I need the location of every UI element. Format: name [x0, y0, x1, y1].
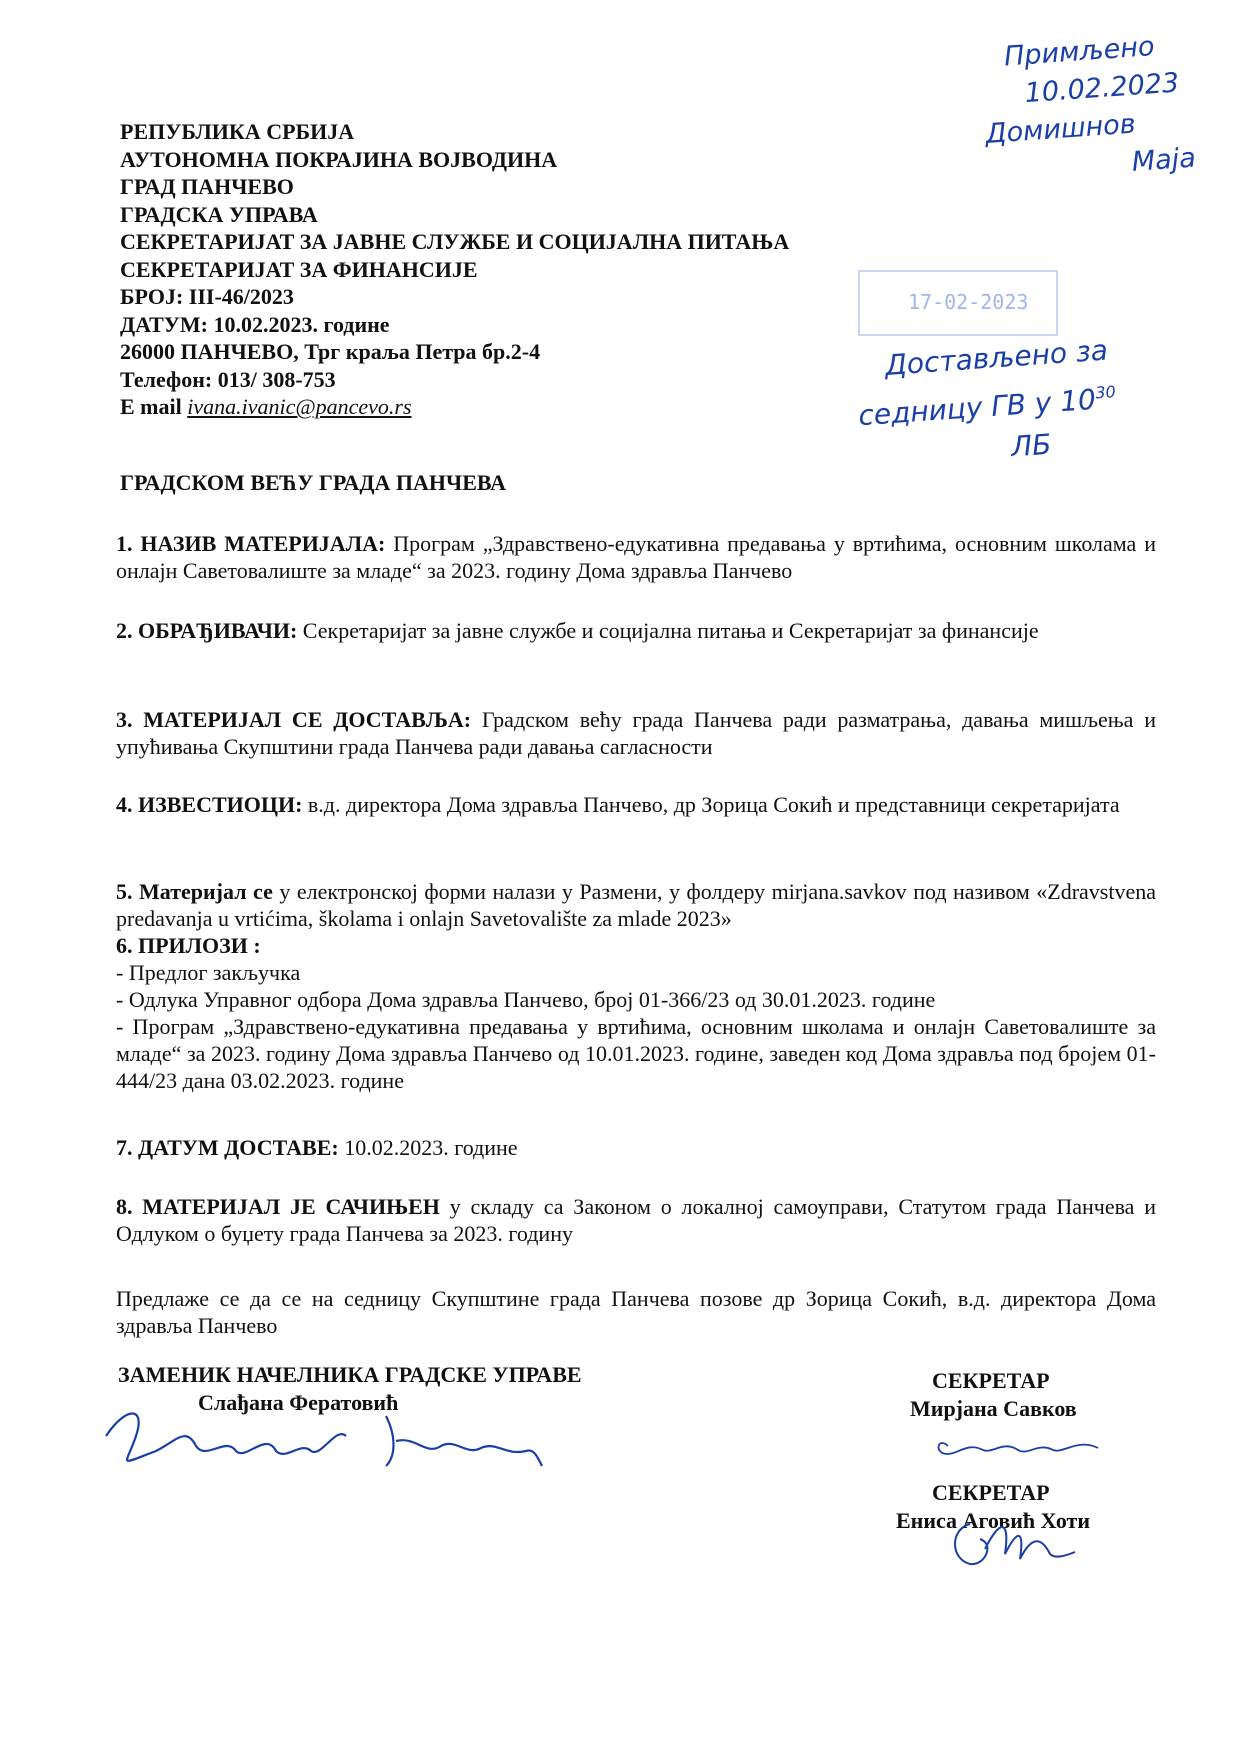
stamp-date: 17-02-2023 [908, 290, 1029, 314]
section-label: 3. МАТЕРИЈАЛ СЕ ДОСТАВЉА: [116, 707, 472, 732]
section-text: Програм „Здравствено-едукативна предавања у вртићима, основним школама и онлајн Саветовалиште за младе“ за 2023. годину Дома здравља Панчево [116, 531, 1157, 583]
section-label: 6. ПРИЛОЗИ : [116, 933, 261, 958]
handwritten-line: Домишнов [984, 108, 1137, 151]
section-label: 1. НАЗИВ МАТЕРИЈАЛА: [116, 531, 386, 556]
phone: Телефон: 013/ 308-753 [120, 366, 336, 392]
section-2 [116, 617, 1156, 644]
secretary-1-signature [928, 1424, 1108, 1464]
header-line: ГРАД ПАНЧЕВО [120, 174, 294, 199]
section-text: Градском већу града Панчева ради разматрања, давања мишљења и упућивања Скупштини града Панчева ради давања сагласности [116, 707, 1156, 759]
section-label: 4. ИЗВЕСТИОЦИ: [116, 792, 303, 817]
document-number: БРОЈ: III-46/2023 [120, 284, 294, 309]
header-line: АУТОНОМНА ПОКРАЈИНА ВОЈВОДИНА [120, 146, 558, 172]
secretary-1-title: СЕКРЕТАР [932, 1368, 1050, 1393]
address: 26000 ПАНЧЕВО, Трг краља Петра бр.2-4 [120, 339, 541, 364]
header-line: СЕКРЕТАРИЈАТ ЗА ЈАВНЕ СЛУЖБЕ И СОЦИЈАЛНА ПИТАЊА [120, 229, 790, 254]
section-8 [116, 1193, 1156, 1247]
section-text: 10.02.2023. године [344, 1135, 518, 1160]
attachment-item: - Предлог закључка [116, 960, 301, 985]
secretary-1-name: Мирјана Савков [910, 1396, 1077, 1421]
section-text: у складу са Законом о локалној самоуправи, Статутом града Панчева и Одлуком о буџету града Панчева за 2023. годину [116, 1194, 1157, 1246]
attachment-item: - Одлука Управног одбора Дома здравља Панчево, број 01-366/23 од 30.01.2023. године [116, 987, 936, 1012]
secretary-2-name: Ениса Аговић Хоти [896, 1508, 1091, 1533]
deputy-signature [96, 1396, 546, 1476]
section-label: 7. ДАТУМ ДОСТАВЕ: [116, 1135, 339, 1160]
section-6 [116, 932, 1156, 1094]
attachment-item: - Програм „Здравствено-едукативна предавања у вртићима, основним школама и онлајн Саветовалиште за младе“ за 2023. годину Дома здравља Панчево од 10.01.2023. године, заведен код Дома здравља под бројем 01-444/23 дана 03.02.2023. године [116, 1014, 1156, 1093]
email-label: E mail [120, 394, 182, 419]
section-7 [116, 1134, 1156, 1161]
section-label: 2. ОБРАЂИВАЧИ: [116, 618, 298, 643]
deputy-title: ЗАМЕНИК НАЧЕЛНИКА ГРАДСКЕ УПРАВЕ [118, 1362, 582, 1387]
handwritten-line: 10.02.2023 [1023, 67, 1181, 110]
section-label: 8. МАТЕРИЈАЛ ЈЕ САЧИЊЕН [116, 1194, 440, 1219]
handwritten-delivery-note [854, 329, 1121, 479]
email-line [120, 393, 789, 421]
handwritten-line: Примљено [1003, 31, 1156, 73]
addressee: ГРАДСКОМ ВЕЋУ ГРАДА ПАНЧЕВА [120, 470, 507, 495]
section-1 [116, 530, 1156, 584]
secretary-2-title: СЕКРЕТАР [932, 1480, 1050, 1505]
handwritten-initials: ЛБ [1009, 427, 1053, 464]
proposal-paragraph: Предлаже се да се на седницу Скупштине града Панчева позове др Зорица Сокић, в.д. директора Дома здравља Панчево [116, 1286, 1156, 1338]
header-line: РЕПУБЛИКА СРБИЈА [120, 119, 355, 144]
handwritten-line: Достављено за [883, 333, 1109, 382]
handwritten-text: седницу ГВ у 10 [857, 382, 1097, 433]
sender-header [120, 118, 789, 421]
section-5 [116, 878, 1156, 932]
deputy-name: Слађана Фератовић [198, 1390, 399, 1415]
received-stamp [858, 270, 1058, 336]
section-text: у електронској форми налази у Размени, у фолдеру mirjana.savkov под називом «Zdravstvena predavanja u vrtićima, školama i onlajn Savetovalište za mlade 2023» [116, 879, 1157, 931]
section-text: в.д. директора Дома здравља Панчево, др Зорица Сокић и представници секретаријата [307, 792, 1120, 817]
document-date: ДАТУМ: 10.02.2023. године [120, 311, 390, 337]
header-line: ГРАДСКА УПРАВА [120, 201, 318, 227]
section-4 [116, 791, 1156, 818]
section-label: 5. Материјал се [116, 879, 273, 904]
handwritten-receipt-note [984, 26, 1197, 190]
secretary-2-signature [940, 1504, 1080, 1574]
header-line: СЕКРЕТАРИЈАТ ЗА ФИНАНСИЈЕ [120, 256, 478, 282]
handwritten-sup: 30 [1094, 382, 1117, 403]
email-link[interactable]: ivana.ivanic@pancevo.rs [187, 394, 412, 419]
section-text: Секретаријат за јавне службе и социјална питања и Секретаријат за финансије [302, 618, 1039, 643]
handwritten-line: Маја [1130, 142, 1197, 178]
section-3 [116, 706, 1156, 760]
